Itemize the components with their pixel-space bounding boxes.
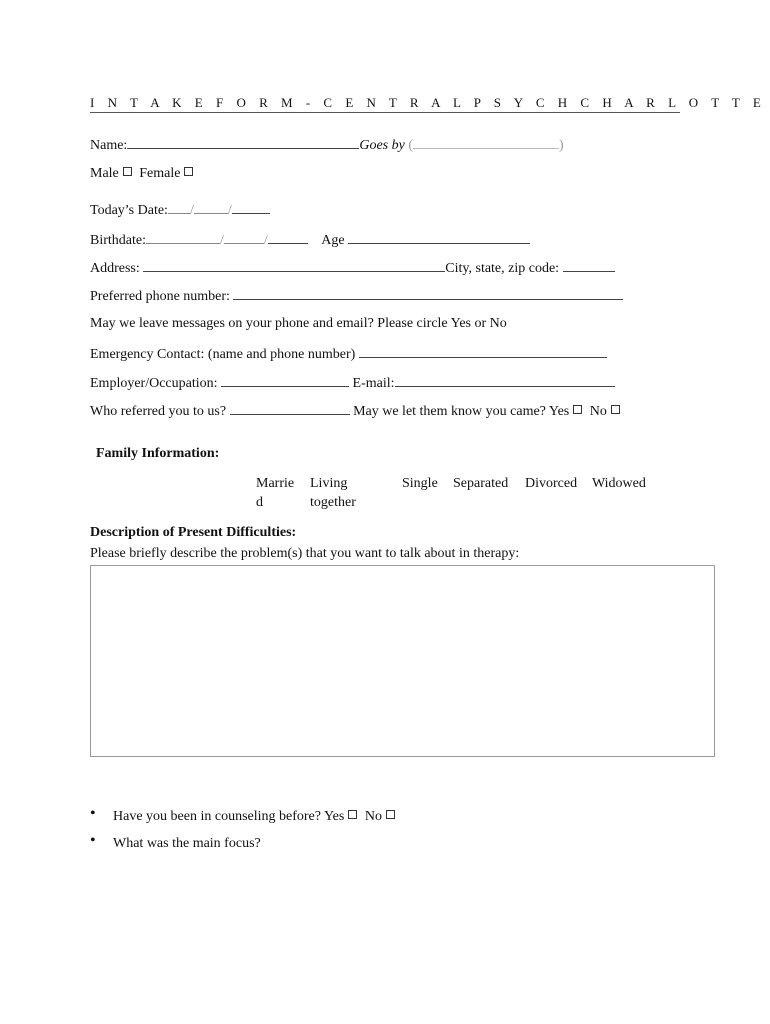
title-rule [90, 112, 680, 113]
age-label: Age [321, 233, 345, 248]
emergency-row [90, 346, 607, 362]
referred-label: Who referred you to us? [90, 404, 227, 419]
employer-field[interactable] [221, 375, 349, 387]
difficulties-prompt: Please briefly describe the problem(s) that you want to talk about in therapy: [90, 546, 520, 561]
address-row [90, 260, 615, 276]
goes-by-label: Goes by [359, 138, 405, 153]
male-label: Male [90, 166, 119, 181]
city-field[interactable] [563, 260, 615, 272]
today-day-field[interactable] [194, 202, 228, 214]
email-label: E-mail: [352, 376, 395, 391]
phone-field[interactable] [233, 288, 623, 300]
counseling-question: Have you been in counseling before? Yes [113, 809, 345, 824]
today-date-slash-1: / [189, 203, 194, 218]
today-year-field[interactable] [232, 202, 270, 214]
let-know-no-checkbox[interactable] [611, 405, 620, 414]
today-date-slash-2: / [227, 203, 232, 218]
gender-row [90, 167, 197, 181]
bullet-icon: • [90, 805, 96, 822]
employer-label: Employer/Occupation: [90, 376, 218, 391]
today-month-field[interactable] [168, 202, 190, 214]
female-label: Female [139, 166, 181, 181]
goes-by-close: ) [559, 138, 564, 153]
city-label: City, state, zip code: [445, 261, 560, 276]
goes-by-open: ( [408, 138, 413, 153]
let-know-yes-checkbox[interactable] [573, 405, 582, 414]
let-know-no-label: No [589, 404, 607, 419]
birthdate-slash-2: / [263, 233, 268, 248]
goes-by-field[interactable] [413, 137, 559, 149]
family-option-single[interactable]: Single [402, 476, 438, 491]
name-label: Name: [90, 138, 128, 153]
counseling-yes-checkbox[interactable] [348, 810, 357, 819]
counseling-no-label: No [364, 809, 382, 824]
difficulties-heading: Description of Present Difficulties: [90, 525, 297, 540]
phone-label: Preferred phone number: [90, 289, 230, 304]
today-date-label: Today’s Date: [90, 203, 168, 218]
birthdate-slash-1: / [220, 233, 224, 248]
bullet-icon: • [90, 832, 96, 849]
emergency-field[interactable] [359, 346, 607, 358]
main-focus-question: What was the main focus? [113, 836, 261, 851]
let-know-label: May we let them know you came? Yes [353, 404, 570, 419]
email-field[interactable] [395, 375, 615, 387]
employer-row [90, 375, 615, 391]
birth-year-field[interactable] [268, 232, 308, 244]
family-option-living-together[interactable]: Living together [310, 476, 356, 510]
name-row [90, 137, 564, 153]
birth-month-field[interactable] [146, 232, 220, 244]
counseling-no-checkbox[interactable] [386, 810, 395, 819]
form-title: I N T A K E F O R M - C E N T R A L P S Y C H C H A R L O T T E [90, 95, 766, 110]
age-field[interactable] [348, 232, 530, 244]
messages-question: May we leave messages on your phone and email? Please circle Yes or No [90, 316, 507, 331]
family-option-widowed[interactable]: Widowed [592, 476, 646, 491]
referred-row [90, 403, 624, 419]
female-checkbox[interactable] [184, 167, 193, 176]
family-option-separated[interactable]: Separated [453, 476, 509, 491]
difficulties-textarea[interactable] [90, 565, 715, 757]
birthdate-row [90, 232, 530, 248]
family-option-divorced[interactable]: Divorced [525, 476, 578, 491]
male-checkbox[interactable] [123, 167, 132, 176]
phone-row [90, 288, 623, 304]
counseling-row [113, 810, 399, 824]
address-field[interactable] [143, 260, 445, 272]
family-option-married[interactable]: Marrie d [256, 476, 295, 510]
birth-day-field[interactable] [224, 232, 264, 244]
address-label: Address: [90, 261, 140, 276]
referred-field[interactable] [230, 403, 350, 415]
name-field[interactable] [127, 137, 359, 149]
family-heading: Family Information: [96, 446, 220, 461]
birthdate-label: Birthdate: [90, 233, 146, 248]
today-date-row [90, 202, 270, 218]
emergency-label: Emergency Contact: (name and phone number) [90, 347, 356, 362]
